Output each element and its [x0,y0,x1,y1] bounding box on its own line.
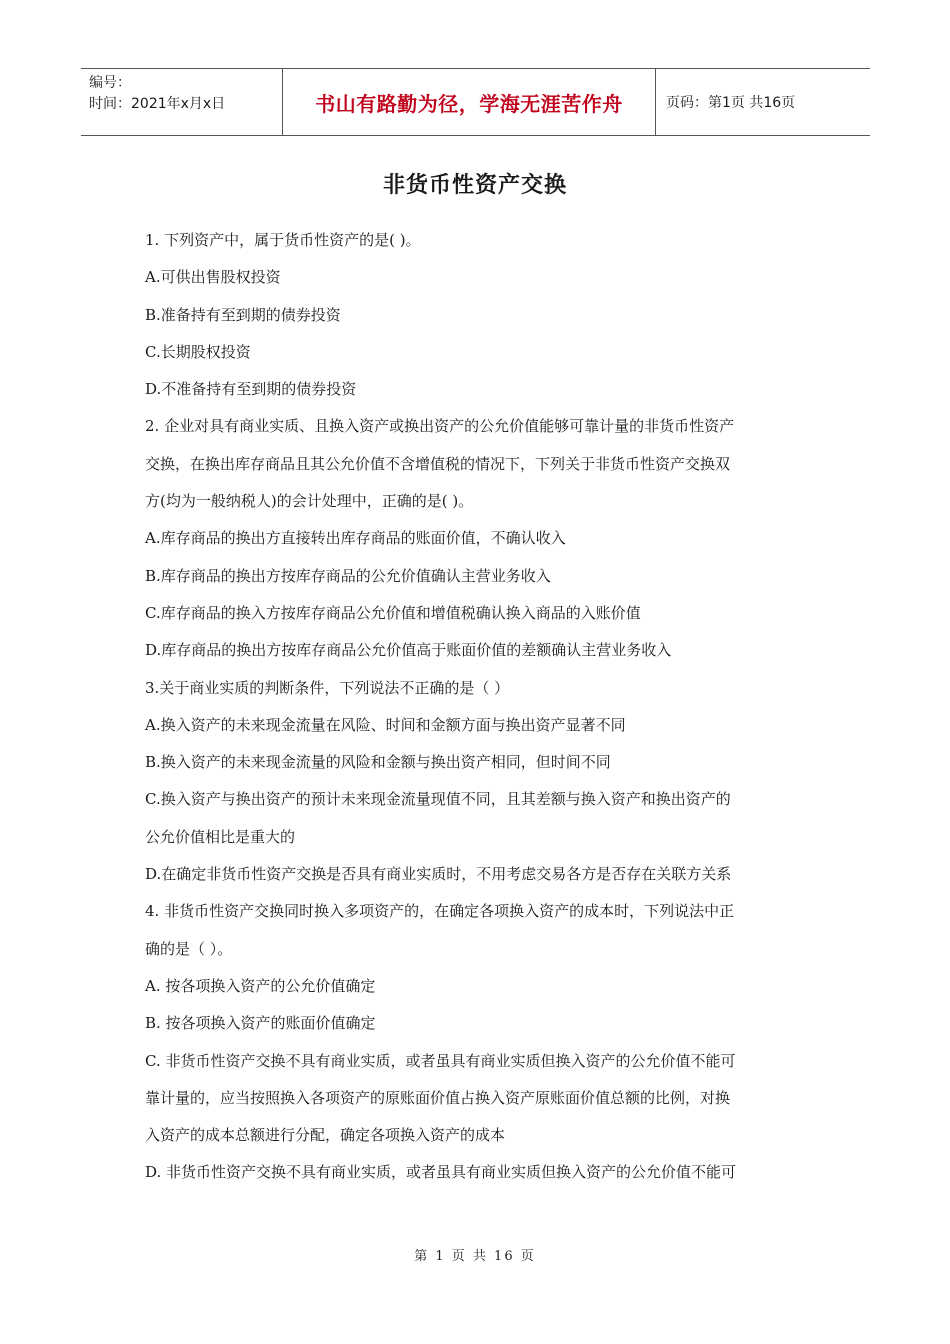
text-line: A. 按各项换入资产的公允价值确定 [145,976,376,995]
text-line: B.库存商品的换出方按库存商品的公允价值确认主营业务收入 [145,566,551,585]
text-line: C.换入资产与换出资产的预计未来现金流量现值不同，且其差额与换入资产和换出资产的 [145,790,731,809]
text-line: B. 按各项换入资产的账面价值确定 [145,1014,376,1033]
header-table [81,68,870,136]
text-line: A.库存商品的换出方直接转出库存商品的账面价值，不确认收入 [145,529,566,548]
text-line: 2. 企业对具有商业实质、且换入资产或换出资产的公允价值能够可靠计量的非货币性资产 [145,417,735,436]
header-motto-cell [283,69,656,135]
text-line: 4. 非货币性资产交换同时换入多项资产的，在确定各项换入资产的成本时，下列说法中正 [145,902,735,921]
document-body [145,222,810,1192]
text-line: 交换，在换出库存商品且其公允价值不含增值税的情况下，下列关于非货币性资产交换双 [145,454,731,473]
text-line: 靠计量的，应当按照换入各项资产的原账面价值占换入资产原账面价值总额的比例，对换 [145,1088,731,1107]
text-line: B.换入资产的未来现金流量的风险和金额与换出资产相同，但时间不同 [145,753,611,772]
time-label: 时间：2021年x月x日 [89,96,226,112]
text-line: B.准备持有至到期的债券投资 [145,305,341,324]
text-line: 方(均为一般纳税人)的会计处理中，正确的是( )。 [145,492,474,511]
text-line: D. 非货币性资产交换不具有商业实质，或者虽具有商业实质但换入资产的公允价值不能可 [145,1163,737,1182]
page-footer: 第 1 页 共 16 页 [414,1249,536,1264]
text-line: 1. 下列资产中，属于货币性资产的是( )。 [145,231,421,249]
text-line: A.可供出售股权投资 [145,268,281,287]
header-page-cell [656,69,870,135]
text-line: D.不准备持有至到期的债券投资 [145,380,357,399]
text-line: 入资产的成本总额进行分配，确定各项换入资产的成本 [145,1126,506,1145]
text-line: C. 非货币性资产交换不具有商业实质，或者虽具有商业实质但换入资产的公允价值不能可 [145,1051,736,1070]
text-line: 3.关于商业实质的判断条件，下列说法不正确的是（ ） [145,678,510,697]
header-meta [81,69,283,135]
text-line: D.在确定非货币性资产交换是否具有商业实质时，不用考虑交易各方是否存在关联方关系 [145,865,732,884]
motto: 书山有路勤为径，学海无涯苦作舟 [315,91,623,116]
text-line: A.换入资产的未来现金流量在风险、时间和金额方面与换出资产显著不同 [145,715,626,734]
page-label: 页码：第1页 共16页 [666,95,796,111]
number-label: 编号： [89,75,131,91]
page-title: 非货币性资产交换 [382,173,567,198]
text-line: D.库存商品的换出方按库存商品公允价值高于账面价值的差额确认主营业务收入 [145,641,672,660]
text-line: 公允价值相比是重大的 [145,827,296,846]
text-line: 确的是（ ）。 [145,939,233,958]
text-line: C.长期股权投资 [145,342,251,361]
text-line: C.库存商品的换入方按库存商品公允价值和增值税确认换入商品的入账价值 [145,603,641,622]
